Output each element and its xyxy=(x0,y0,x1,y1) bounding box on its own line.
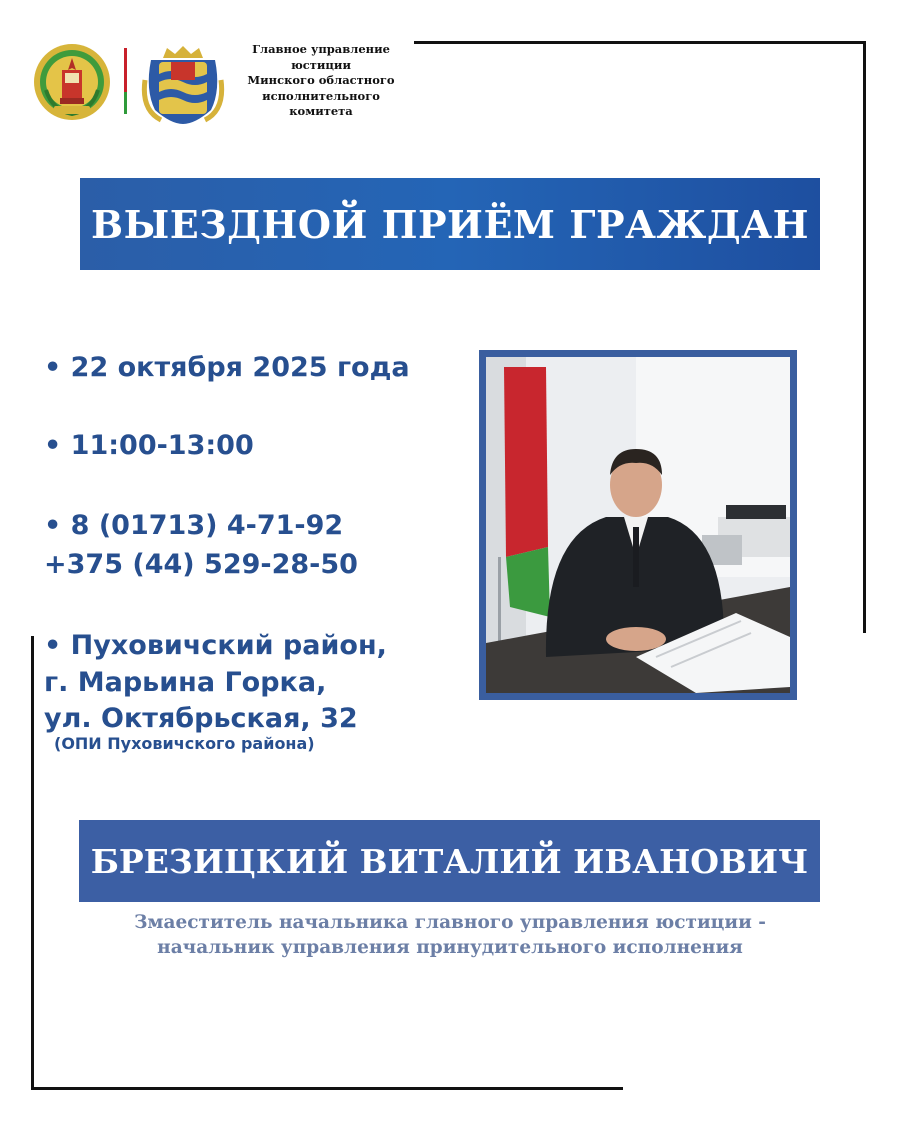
frame-line-left xyxy=(31,636,34,1090)
phone-mobile: +375 (44) 529-28-50 xyxy=(44,549,358,580)
person-name: БРЕЗИЦКИЙ ВИТАЛИЙ ИВАНОВИЧ xyxy=(90,841,809,881)
address-line: • Пуховичский район, xyxy=(44,630,387,661)
phone-primary: • 8 (01713) 4-71-92 xyxy=(44,510,344,541)
frame-line-bottom xyxy=(31,1087,623,1090)
time-text: • 11:00-13:00 xyxy=(44,430,254,461)
frame-line-right xyxy=(863,41,866,633)
org-name-line: Минского областного xyxy=(247,73,395,87)
address-line: г. Марьина Горка, xyxy=(44,667,327,698)
title-banner xyxy=(80,178,820,270)
address-line: ул. Октябрьская, 32 xyxy=(44,703,358,734)
org-name-line: юстиции xyxy=(290,57,351,72)
justice-emblem-icon xyxy=(32,40,112,124)
position-line: Змаеститель начальника главного управления юстиции - xyxy=(134,912,766,933)
flag-divider xyxy=(124,48,127,114)
organization-name xyxy=(236,42,406,120)
org-name-line: Главное управление xyxy=(252,42,390,56)
portrait-photo xyxy=(479,350,797,700)
frame-line-top xyxy=(414,41,866,44)
org-name-line: исполнительного xyxy=(262,88,380,103)
address-note: (ОПИ Пуховичского района) xyxy=(54,734,315,753)
portrait-image xyxy=(486,357,790,693)
date-text: • 22 октября 2025 года xyxy=(44,352,410,383)
position-line: начальник управления принудительного исполнения xyxy=(157,937,743,958)
page-title: ВЫЕЗДНОЙ ПРИЁМ ГРАЖДАН xyxy=(91,201,809,247)
person-position xyxy=(80,910,820,960)
name-banner xyxy=(79,820,820,902)
org-name-line: комитета xyxy=(289,104,353,118)
minsk-region-crest-icon xyxy=(141,40,225,126)
